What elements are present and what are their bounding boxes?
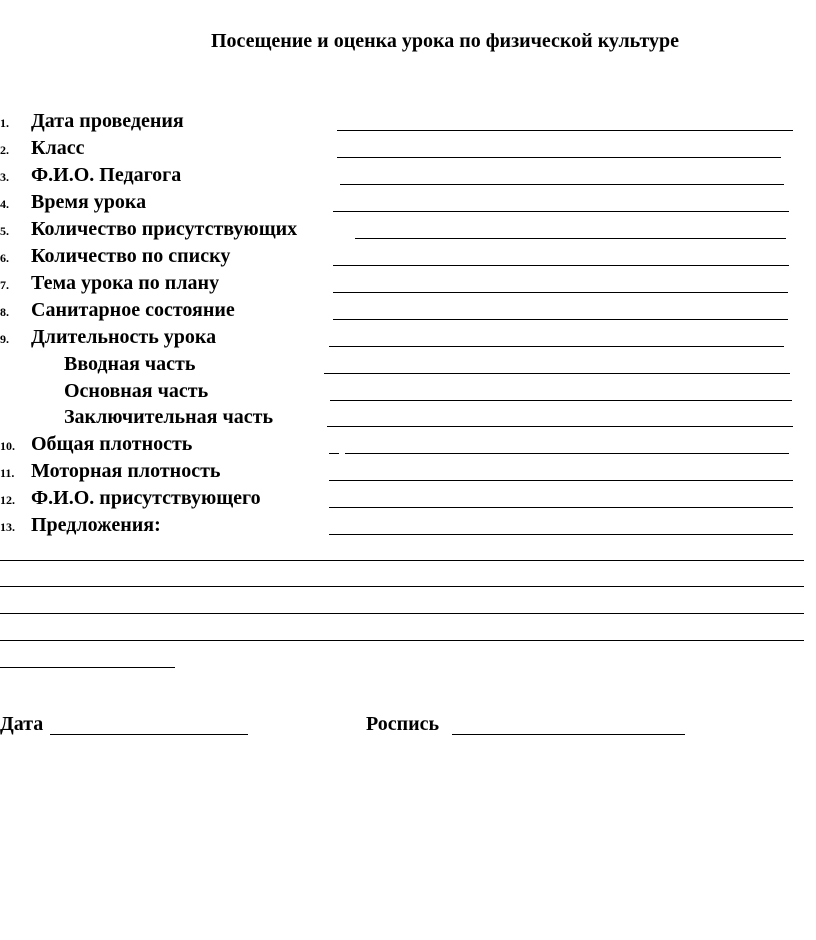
field-row (0, 272, 816, 299)
item-number: 3. (0, 170, 9, 184)
fill-in-line[interactable] (337, 157, 781, 158)
field-row (0, 245, 816, 272)
item-number: 5. (0, 224, 9, 238)
field-row (0, 380, 816, 407)
fill-in-line[interactable] (333, 292, 788, 293)
fill-in-line[interactable] (329, 507, 793, 508)
item-number: 4. (0, 197, 9, 211)
item-number: 8. (0, 305, 9, 319)
item-number: 2. (0, 143, 9, 157)
field-label: Количество присутствующих (31, 218, 298, 240)
field-row (0, 460, 816, 487)
suggestions-line[interactable] (0, 560, 804, 561)
date-line[interactable] (50, 734, 248, 735)
fill-in-line[interactable] (340, 184, 784, 185)
item-number: 13. (0, 520, 15, 534)
item-number: 11. (0, 466, 15, 480)
field-row (0, 514, 816, 541)
field-row (0, 326, 816, 353)
suggestions-line[interactable] (0, 640, 804, 641)
item-number: 6. (0, 251, 9, 265)
field-label: Время урока (31, 191, 147, 213)
page-title: Посещение и оценка урока по физической культуре (210, 30, 680, 52)
suggestions-line[interactable] (0, 613, 804, 614)
field-row (0, 406, 816, 433)
field-row (0, 353, 816, 380)
fill-in-line[interactable] (327, 426, 793, 427)
signature-label: Роспись (366, 713, 440, 735)
field-label: Длительность урока (31, 326, 217, 348)
field-label: Тема урока по плану (31, 272, 220, 294)
field-row (0, 487, 816, 514)
item-number: 10. (0, 439, 15, 453)
field-row (0, 299, 816, 326)
fill-in-line[interactable] (324, 373, 790, 374)
field-label: Дата проведения (31, 110, 184, 132)
field-label: Ф.И.О. присутствующего (31, 487, 261, 509)
date-label: Дата (0, 713, 44, 735)
fill-in-line-short[interactable] (329, 453, 339, 454)
signature-line[interactable] (452, 734, 685, 735)
field-label: Санитарное состояние (31, 299, 235, 321)
field-row (0, 433, 816, 460)
item-number: 9. (0, 332, 9, 346)
fill-in-line[interactable] (329, 480, 793, 481)
field-label: Заключительная часть (64, 406, 274, 428)
fill-in-line[interactable] (333, 211, 789, 212)
item-number: 1. (0, 116, 9, 130)
fill-in-line[interactable] (345, 453, 789, 454)
fill-in-line[interactable] (337, 130, 793, 131)
suggestions-line[interactable] (0, 667, 175, 668)
fill-in-line[interactable] (329, 346, 784, 347)
field-row (0, 164, 816, 191)
item-number: 7. (0, 278, 9, 292)
field-row (0, 218, 816, 245)
field-row (0, 137, 816, 164)
fill-in-line[interactable] (333, 265, 789, 266)
field-row (0, 110, 816, 137)
field-label: Класс (31, 137, 85, 159)
fill-in-line[interactable] (329, 534, 793, 535)
fill-in-line[interactable] (333, 319, 788, 320)
field-label: Количество по списку (31, 245, 231, 267)
field-label: Предложения: (31, 514, 161, 536)
field-label: Моторная плотность (31, 460, 221, 482)
suggestions-line[interactable] (0, 586, 804, 587)
field-label: Вводная часть (64, 353, 196, 375)
item-number: 12. (0, 493, 15, 507)
field-label: Основная часть (64, 380, 209, 402)
fill-in-line[interactable] (330, 400, 792, 401)
fill-in-line[interactable] (355, 238, 786, 239)
field-row (0, 191, 816, 218)
field-label: Ф.И.О. Педагога (31, 164, 182, 186)
field-label: Общая плотность (31, 433, 193, 455)
